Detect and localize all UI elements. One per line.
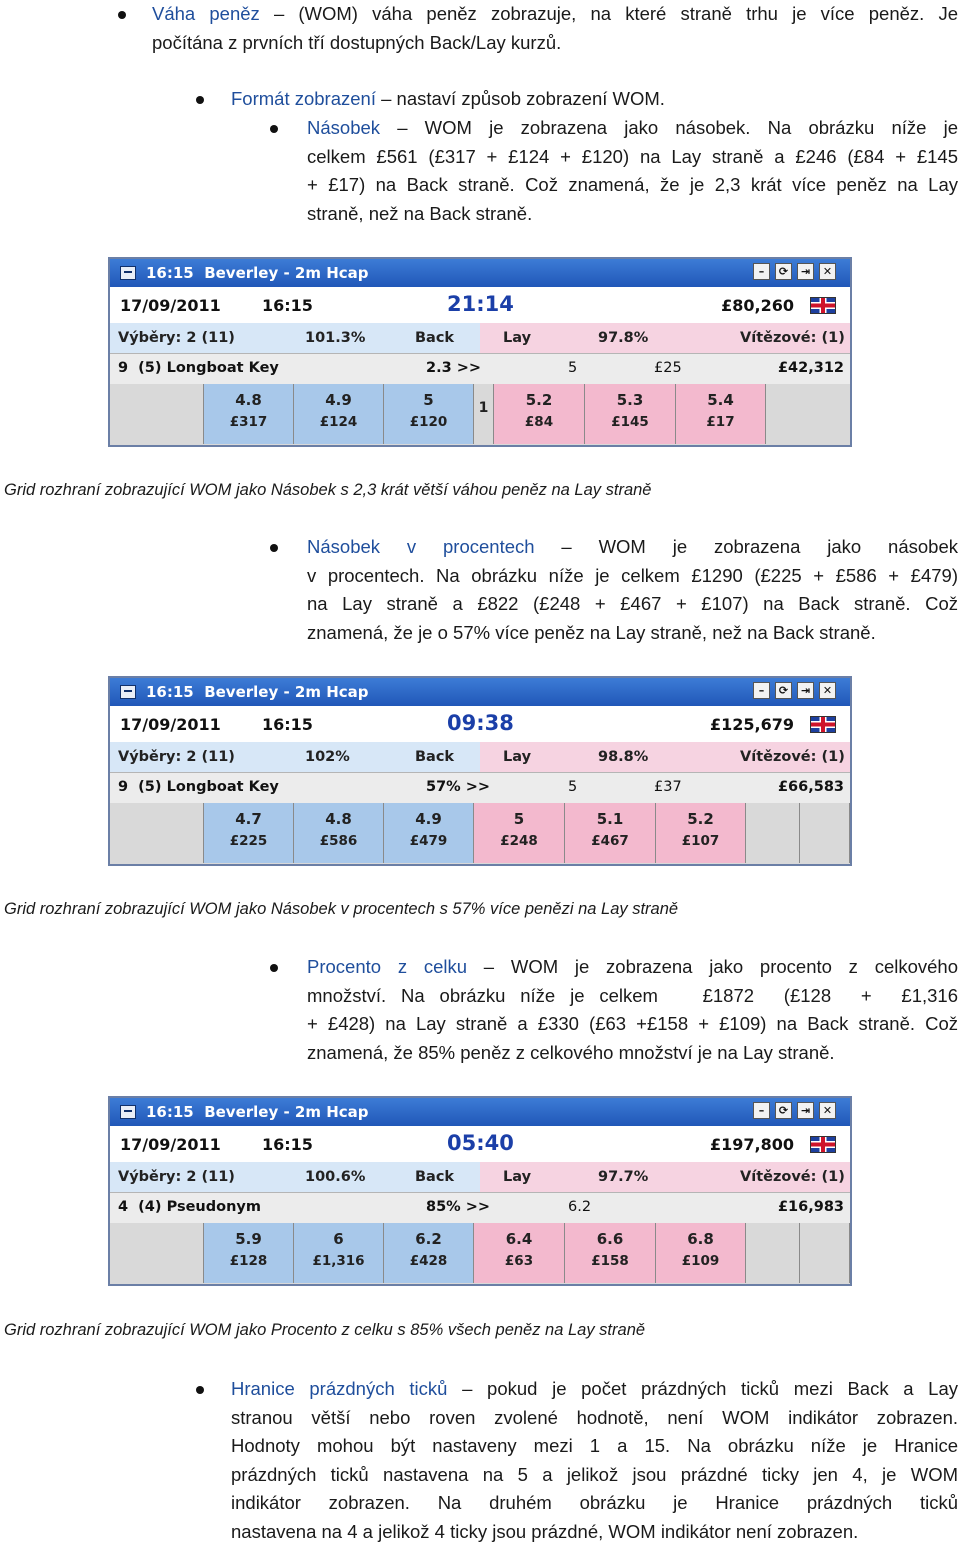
procento-l1: – WOM je zobrazena jako procento z celkového [467, 956, 959, 977]
odds-value: 5.1 [596, 810, 624, 828]
format-text: – nastaví způsob zobrazení WOM. [375, 88, 665, 109]
back-cell[interactable] [204, 384, 294, 444]
lay-cell[interactable] [565, 803, 656, 863]
title-bar [110, 1098, 850, 1126]
dot-format [196, 96, 204, 104]
event-time: 16:15 [262, 715, 313, 734]
stake-value: £158 [591, 1253, 629, 1269]
dock-icon[interactable]: ⇥ [797, 1102, 814, 1119]
odds-value: 5.2 [525, 391, 553, 409]
back-book-pct: 102% [305, 749, 350, 765]
nasobek-l4: straně, než na Back straně. [307, 202, 533, 224]
stake-value: £84 [524, 414, 554, 430]
nasobek-pct-l2: v procentech. Na obrázku níže je celkem £1290 (£225 + £586 + £479) [307, 564, 958, 586]
lay-cell[interactable] [494, 384, 585, 444]
stake-value: £225 [229, 833, 268, 849]
stake-value: £124 [319, 414, 358, 430]
nasobek-l3: + £17) na Back straně. Což znamená, že je 2,3 krát více peněz na Lay [307, 174, 958, 195]
info-row [110, 706, 850, 742]
selections-count: Výběry: 2 (11) [118, 1169, 235, 1185]
runner-name: 9 (5) Longboat Key [118, 779, 279, 795]
para-wom [152, 0, 958, 57]
kw-vaha-penez: Váha peněz [152, 3, 260, 24]
empty-cell [800, 1223, 850, 1283]
odds-value: 6.8 [687, 1230, 714, 1248]
runner-name: 9 (5) Longboat Key [118, 360, 279, 376]
empty-cell [766, 384, 852, 444]
stake-value: £479 [409, 833, 448, 849]
back-cell[interactable] [204, 1223, 294, 1283]
refresh-icon[interactable]: ⟳ [775, 263, 792, 280]
wom-indicator: 2.3 >> [426, 360, 482, 376]
empty-cell [110, 803, 204, 863]
odds-value: 5.2 [687, 810, 714, 828]
para-format [231, 85, 958, 114]
dot-nasobek [270, 125, 278, 133]
stake-value: £128 [229, 1253, 268, 1269]
hranice-l5: indikátor zobrazen. Na druhém obrázku je Hranice prázdných ticků [231, 1492, 958, 1513]
dot-wom [118, 11, 126, 19]
kw-procento: Procento z celku [307, 956, 468, 977]
grid-widget-2 [108, 676, 852, 866]
market-title: 16:15 Beverley - 2m Hcap [146, 1103, 369, 1121]
last-traded-stake: £37 [654, 779, 682, 795]
wom-line2: počítána z prvních tří dostupných Back/Lay kurzů. [152, 31, 562, 53]
odds-value: 4.9 [415, 810, 442, 828]
ladder-cells [110, 1223, 850, 1283]
ladder-cells [110, 803, 850, 863]
app-icon [120, 685, 136, 699]
stake-value: £248 [500, 833, 538, 849]
odds-value: 4.7 [235, 810, 262, 828]
kw-format: Formát zobrazení [231, 88, 376, 109]
kw-nasobek: Násobek [307, 117, 381, 138]
minimize-icon[interactable]: – [753, 682, 770, 699]
stake-value: £1,316 [312, 1253, 365, 1269]
refresh-icon[interactable]: ⟳ [775, 682, 792, 699]
info-row [110, 287, 850, 323]
book-percent-row [110, 742, 850, 772]
hranice-l1: – pokud je počet prázdných ticků mezi Back a Lay [447, 1378, 959, 1399]
stake-value: £586 [319, 833, 358, 849]
odds-value: 4.9 [325, 391, 352, 409]
procento-l4: znamená, že 85% peněz z celkového množství je na Lay straně. [307, 1041, 835, 1063]
kw-nasobek-pct: Násobek v procentech [307, 536, 535, 557]
winners-count: Vítězové: (1) [740, 749, 845, 765]
last-traded-price: 5 [568, 360, 578, 376]
hranice-l2: stranou větší nebo roven zvolené hodnotě, není WOM indikátor zobrazen. [231, 1406, 958, 1428]
lay-label: Lay [503, 1169, 532, 1185]
uk-flag-icon [810, 716, 836, 733]
dock-icon[interactable]: ⇥ [797, 263, 814, 280]
empty-cell [746, 803, 800, 863]
para-nasobek [307, 114, 958, 228]
odds-value: 5.4 [707, 391, 734, 409]
app-icon [120, 266, 136, 280]
winners-count: Vítězové: (1) [740, 330, 845, 346]
runner-row[interactable] [110, 1192, 850, 1224]
dot-nasobek-pct [270, 544, 278, 552]
tick-gap-count: 1 [478, 400, 489, 416]
procento-l3: + £428) na Lay straně a £330 (£63 +£158 + £109) na Back straně. Což [307, 1013, 958, 1034]
countdown-clock: 05:40 [447, 1131, 514, 1155]
back-cell[interactable] [204, 803, 294, 863]
lay-label: Lay [503, 330, 532, 346]
empty-cell [110, 1223, 204, 1283]
empty-cell [110, 384, 204, 444]
total-matched: £197,800 [709, 1135, 794, 1154]
stake-value: £428 [409, 1253, 448, 1269]
back-cell[interactable] [384, 384, 474, 444]
runner-total: £42,312 [777, 360, 844, 376]
grid-widget-1 [108, 257, 852, 447]
odds-value: 4.8 [325, 810, 352, 828]
back-cell[interactable] [384, 803, 474, 863]
runner-row[interactable] [110, 772, 850, 804]
runner-total: £16,983 [777, 1199, 844, 1215]
odds-value: 4.8 [235, 391, 262, 409]
lay-book-pct: 98.8% [598, 749, 649, 765]
odds-value: 5.3 [616, 391, 644, 409]
runner-total: £66,583 [777, 779, 844, 795]
caption-3: Grid rozhraní zobrazující WOM jako Procento z celku s 85% všech peněz na Lay straně [4, 1321, 646, 1339]
back-label: Back [415, 330, 455, 346]
nasobek-l1: – WOM je zobrazena jako násobek. Na obrázku níže je [380, 117, 958, 138]
event-date: 17/09/2011 [120, 1135, 221, 1154]
total-matched: £125,679 [709, 715, 794, 734]
close-icon[interactable]: ✕ [819, 682, 836, 699]
stake-value: £63 [504, 1253, 534, 1269]
odds-value: 5 [423, 391, 434, 409]
lay-cell[interactable] [565, 1223, 656, 1283]
winners-count: Vítězové: (1) [740, 1169, 845, 1185]
uk-flag-icon [810, 297, 836, 314]
lay-label: Lay [503, 749, 532, 765]
back-cell[interactable] [294, 1223, 384, 1283]
back-label: Back [415, 1169, 455, 1185]
event-date: 17/09/2011 [120, 715, 221, 734]
dot-hranice [196, 1386, 204, 1394]
book-percent-row [110, 1162, 850, 1192]
nasobek-pct-l3: na Lay straně a £822 (£248 + £467 + £107) na Back straně. Což [307, 593, 958, 614]
wom-indicator: 85% >> [426, 1199, 491, 1215]
odds-value: 5 [513, 810, 525, 828]
back-label: Back [415, 749, 455, 765]
market-title: 16:15 Beverley - 2m Hcap [146, 264, 369, 282]
stake-value: £107 [681, 833, 720, 849]
back-book-pct: 100.6% [305, 1169, 366, 1185]
lay-cell[interactable] [676, 384, 766, 444]
lay-cell[interactable] [474, 803, 565, 863]
title-bar [110, 678, 850, 706]
nasobek-l2: celkem £561 (£317 + £124 + £120) na Lay straně a £246 (£84 + £145 [307, 145, 958, 167]
odds-value: 6.4 [505, 1230, 533, 1248]
para-hranice [231, 1375, 958, 1546]
para-nasobek-pct [307, 533, 958, 647]
refresh-icon[interactable]: ⟳ [775, 1102, 792, 1119]
hranice-l4: prázdných ticků nastavena na 5 a jelikož jsou prázdné ticky jen 4, je WOM [231, 1463, 958, 1485]
procento-l2: množství. Na obrázku níže je celkem £1872 (£128 + £1,316 [307, 984, 958, 1006]
kw-hranice: Hranice prázdných ticků [231, 1378, 448, 1399]
caption-1: Grid rozhraní zobrazující WOM jako Násobek s 2,3 krát větší váhou peněz na Lay straně [4, 481, 652, 499]
back-cell[interactable] [384, 1223, 474, 1283]
last-traded-price: 5 [568, 779, 578, 795]
empty-cell [474, 384, 494, 444]
info-row [110, 1126, 850, 1162]
caption-2: Grid rozhraní zobrazující WOM jako Násobek v procentech s 57% více penězi na Lay straně [4, 900, 679, 918]
stake-value: £317 [229, 414, 268, 430]
event-time: 16:15 [262, 1135, 313, 1154]
stake-value: £467 [591, 833, 629, 849]
total-matched: £80,260 [721, 296, 794, 315]
market-title: 16:15 Beverley - 2m Hcap [146, 683, 369, 701]
back-cell[interactable] [294, 384, 384, 444]
last-traded-price: 6.2 [568, 1199, 592, 1215]
lay-cell[interactable] [656, 1223, 746, 1283]
stake-value: £145 [611, 414, 649, 430]
odds-value: 5.9 [235, 1230, 262, 1248]
para-procento [307, 953, 958, 1067]
app-icon [120, 1105, 136, 1119]
runner-name: 4 (4) Pseudonym [118, 1199, 261, 1215]
nasobek-pct-l1: – WOM je zobrazena jako násobek [534, 536, 958, 557]
odds-value: 6.2 [415, 1230, 442, 1248]
odds-value: 6 [333, 1230, 344, 1248]
countdown-clock: 21:14 [447, 292, 514, 316]
lay-cell[interactable] [585, 384, 676, 444]
empty-cell [746, 1223, 800, 1283]
close-icon[interactable]: ✕ [819, 263, 836, 280]
stake-value: £109 [681, 1253, 720, 1269]
dot-procento [270, 964, 278, 972]
hranice-l6: nastavena na 4 a jelikož 4 ticky jsou prázdné, WOM indikátor není zobrazen. [231, 1520, 859, 1542]
event-time: 16:15 [262, 296, 313, 315]
title-bar [110, 259, 850, 287]
selections-count: Výběry: 2 (11) [118, 330, 235, 346]
lay-cell[interactable] [656, 803, 746, 863]
stake-value: £120 [409, 414, 448, 430]
last-traded-stake: £25 [654, 360, 682, 376]
close-icon[interactable]: ✕ [819, 1102, 836, 1119]
hranice-l3: Hodnoty mohou být nastaveny mezi 1 a 15. Na obrázku níže je Hranice [231, 1435, 958, 1456]
dock-icon[interactable]: ⇥ [797, 682, 814, 699]
odds-value: 6.6 [596, 1230, 624, 1248]
back-book-pct: 101.3% [305, 330, 366, 346]
wom-indicator: 57% >> [426, 779, 491, 795]
minimize-icon[interactable]: – [753, 1102, 770, 1119]
ladder-cells [110, 384, 850, 444]
selections-count: Výběry: 2 (11) [118, 749, 235, 765]
empty-cell [800, 803, 850, 863]
lay-book-pct: 97.7% [598, 1169, 649, 1185]
nasobek-pct-l4: znamená, že je o 57% více peněz na Lay straně, než na Back straně. [307, 621, 876, 643]
countdown-clock: 09:38 [447, 711, 514, 735]
back-cell[interactable] [294, 803, 384, 863]
grid-widget-3 [108, 1096, 852, 1286]
uk-flag-icon [810, 1136, 836, 1153]
lay-book-pct: 97.8% [598, 330, 649, 346]
book-percent-row [110, 323, 850, 353]
lay-cell[interactable] [474, 1223, 565, 1283]
minimize-icon[interactable]: – [753, 263, 770, 280]
runner-row[interactable] [110, 353, 850, 385]
stake-value: £17 [706, 414, 735, 430]
wom-line1: – (WOM) váha peněz zobrazuje, na které straně trhu je více peněz. Je [259, 3, 958, 24]
event-date: 17/09/2011 [120, 296, 221, 315]
